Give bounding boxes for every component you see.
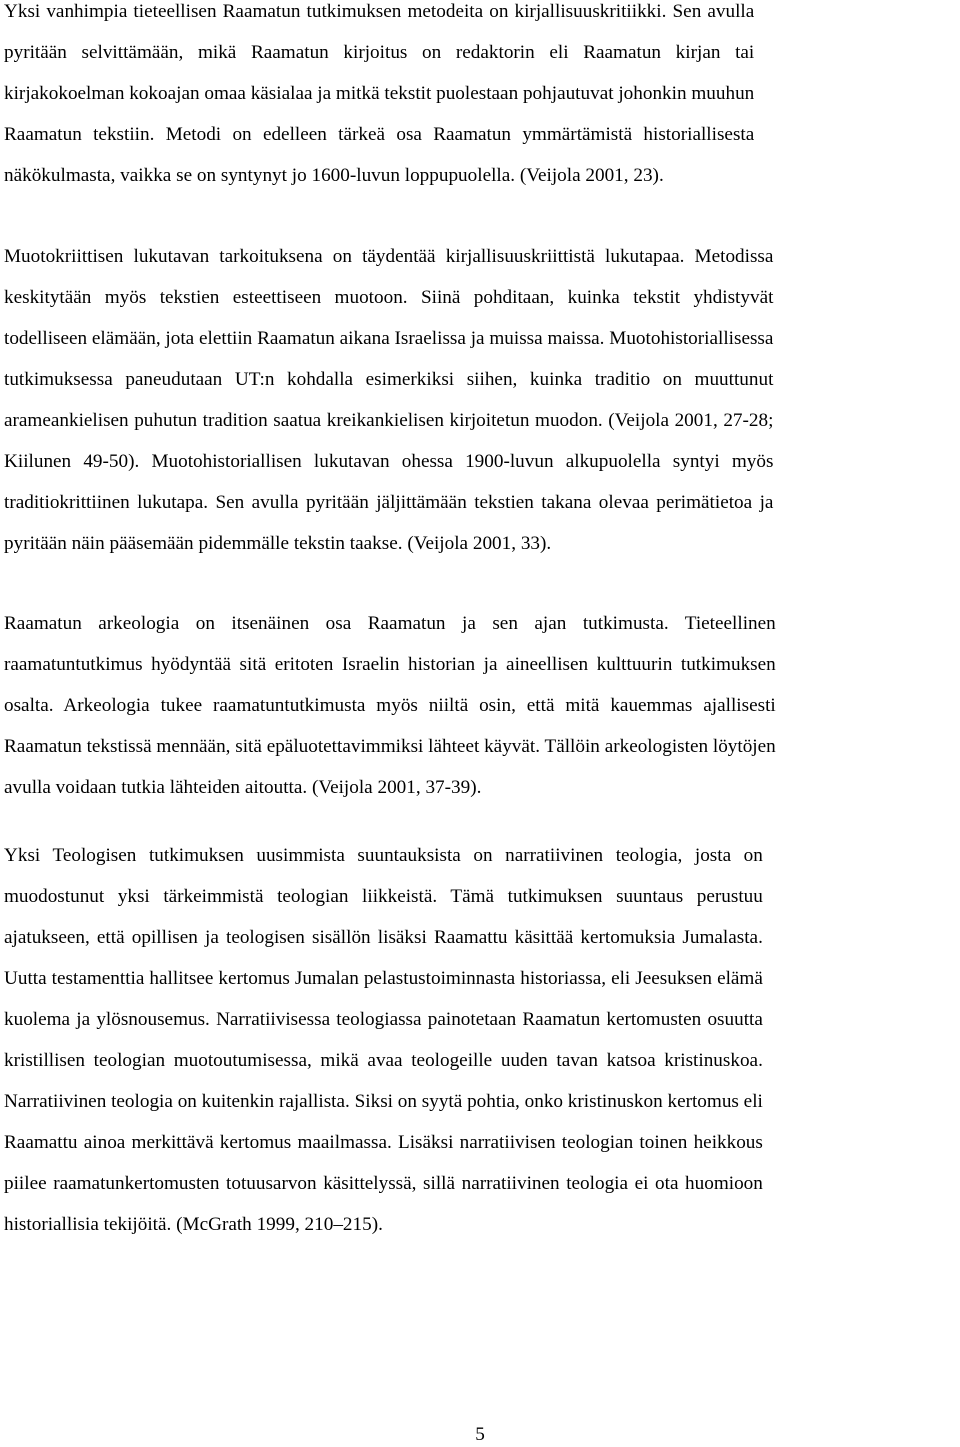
paragraph-narrative-theology <box>4 835 763 1245</box>
text-line: keskitytään myös tekstien esteettiseen muotoon. Siinä pohditaan, kuinka tekstit yhdistyvät <box>4 287 774 308</box>
text-line: osalta. Arkeologia tukee raamatuntutkimusta myös niiltä osin, että mitä kauemmas ajallisesti <box>4 695 776 716</box>
text-line: Raamatun arkeologia on itsenäinen osa Raamatun ja sen ajan tutkimusta. Tieteellinen <box>4 613 776 634</box>
text-line: traditiokrittiinen lukutapa. Sen avulla pyritään jäljittämään tekstien takana olevaa perimätietoa ja <box>4 492 774 513</box>
text-line: Kiilunen 49-50). Muotohistoriallisen lukutavan ohessa 1900-luvun alkupuolella syntyi myös <box>4 451 774 472</box>
text-line: todelliseen elämään, jota elettiin Raamatun aikana Israelissa ja muissa maissa. Muotohistoriallisessa <box>4 328 774 349</box>
text-line: arameankielisen puhutun tradition saatua kreikankielisen kirjoitetun muodon. (Veijola 2001, 27-28; <box>4 410 774 431</box>
text-line: Raamatun tekstissä mennään, sitä epäluotettavimmiksi lähteet käyvät. Tällöin arkeologisten löytöjen <box>4 736 776 757</box>
text-line: raamatuntutkimus hyödyntää sitä eritoten Israelin historian ja aineellisen kulttuurin tutkimuksen <box>4 654 776 675</box>
text-line: Muotokriittisen lukutavan tarkoituksena on täydentää kirjallisuuskriittistä lukutapaa. Metodissa <box>4 246 774 267</box>
text-line: Raamattu ainoa merkittävä kertomus maailmassa. Lisäksi narratiivisen teologian toinen heikkous <box>4 1132 763 1153</box>
text-line: kristillisen teologian muotoutumisessa, mikä avaa teologeille uuden tavan katsoa kristinuskoa. <box>4 1050 763 1071</box>
text-line: näkökulmasta, vaikka se on syntynyt jo 1600-luvun loppupuolella. (Veijola 2001, 23). <box>4 165 664 186</box>
text-line: Narratiivinen teologia on kuitenkin rajallista. Siksi on syytä pohtia, onko kristinuskon kertomus eli <box>4 1091 763 1112</box>
text-line: muodostunut yksi tärkeimmistä teologian liikkeistä. Tämä tutkimuksen suuntaus perustuu <box>4 886 763 907</box>
page-number: 5 <box>475 1424 485 1445</box>
text-line: piilee raamatunkertomusten totuusarvon käsittelyssä, sillä narratiivinen teologia ei ota huomioon <box>4 1173 763 1194</box>
text-line: Yksi vanhimpia tieteellisen Raamatun tutkimuksen metodeita on kirjallisuuskritiikki. Sen avulla <box>4 1 755 22</box>
text-line: Yksi Teologisen tutkimuksen uusimmista suuntauksista on narratiivinen teologia, josta on <box>4 845 763 866</box>
paragraph-literary-criticism <box>4 0 754 196</box>
paragraph-form-criticism <box>4 236 773 564</box>
text-line: Uutta testamenttia hallitsee kertomus Jumalan pelastustoiminnasta historiassa, eli Jeesuksen elämä <box>4 968 763 989</box>
text-line: kirjakokoelman kokoajan omaa käsialaa ja mitkä tekstit puolestaan pohjautuvat johonkin muuhun <box>4 83 755 104</box>
text-line: ajatukseen, että opillisen ja teologisen sisällön lisäksi Raamattu käsittää kertomuksia Jumalasta. <box>4 927 763 948</box>
text-line: historiallisia tekijöitä. (McGrath 1999, 210–215). <box>4 1214 383 1235</box>
text-line: Raamatun tekstiin. Metodi on edelleen tärkeä osa Raamatun ymmärtämistä historiallisesta <box>4 124 755 145</box>
text-line: pyritään selvittämään, mikä Raamatun kirjoitus on redaktorin eli Raamatun kirjan tai <box>4 42 755 63</box>
text-line: pyritään näin pääsemään pidemmälle tekstin taakse. (Veijola 2001, 33). <box>4 533 552 554</box>
text-line: avulla voidaan tutkia lähteiden aitoutta. (Veijola 2001, 37-39). <box>4 777 482 798</box>
text-line: tutkimuksessa paneudutaan UT:n kohdalla esimerkiksi siihen, kuinka traditio on muuttunut <box>4 369 774 390</box>
paragraph-archaeology <box>4 603 776 808</box>
text-line: kuolema ja ylösnousemus. Narratiivisessa teologiassa painotetaan Raamatun kertomusten osuutta <box>4 1009 763 1030</box>
